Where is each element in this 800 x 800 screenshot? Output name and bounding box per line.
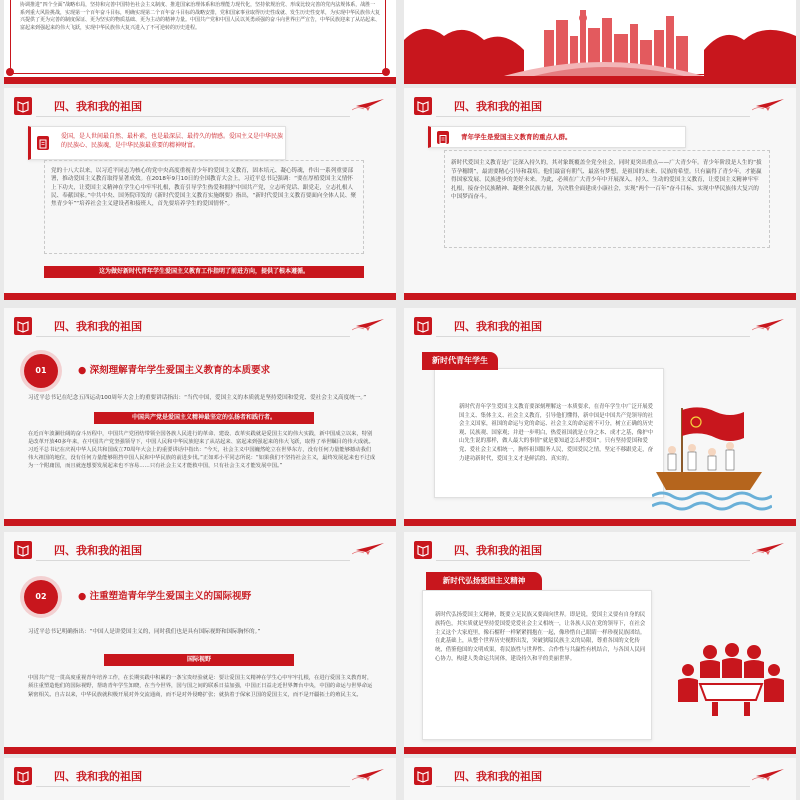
- slide-5-paragraph: 在近百年波澜壮阔的奋斗历程中，中国共产党团结带领全国各族人民进行的革命、建设、改革实践就是爱国主义的伟大实践，新中国成立以来，特别是改革开放40多年来，在中国共产党坚强领导下，中国人民和中华民族迎来了从站起来、富起来到强起来的伟大飞跃，取得了举世瞩目的伟大成就。习近平总书记在庆祝中华人民共和国成立70周年大会上的重要讲话中指出：“今天，社会主义中国巍然屹立在世界东方，没有任何力量能够撼动我们伟大祖国的地位，没有任何力量能够阻挡中国人民和中华民族的前进步伐。”正如邓小平同志所说：“如果我们不坚持社会主义，最终发展起来也不过成为一个附庸国，而且就连想要发展起来也不容易……只有社会主义才能救中国，只有社会主义才能发展中国。”: [28, 431, 376, 470]
- book-icon: [14, 767, 32, 785]
- section-title: 四、我和我的祖国: [454, 544, 542, 557]
- bottom-bar: [404, 519, 796, 526]
- header-line: [436, 560, 750, 561]
- highlight-card: [428, 126, 686, 148]
- bottom-bar: [4, 519, 396, 526]
- slide-10: [404, 758, 796, 800]
- header-line: [436, 786, 750, 787]
- card-label: 新时代青年学生: [422, 352, 498, 370]
- slide-header: [404, 88, 796, 128]
- meeting-people-icon: [676, 642, 786, 718]
- book-icon: [414, 541, 432, 559]
- section-title: 四、我和我的祖国: [54, 544, 142, 557]
- book-icon: [14, 97, 32, 115]
- header-line: [36, 336, 350, 337]
- paper-plane-icon: [752, 766, 788, 782]
- slide-header: [4, 758, 396, 798]
- paper-plane-icon: [352, 316, 388, 332]
- document-icon: [437, 131, 449, 144]
- slide-4: [404, 88, 796, 300]
- slide-8: [404, 532, 796, 754]
- city-skyline-icon: [404, 0, 796, 76]
- bottom-bar: [404, 293, 796, 300]
- slide-6: [404, 308, 796, 526]
- paper-plane-icon: [752, 96, 788, 112]
- party-flag-icon: [652, 398, 772, 520]
- paper-plane-icon: [752, 316, 788, 332]
- highlight-card: [28, 126, 286, 160]
- header-line: [36, 786, 350, 787]
- section-banner: 国际视野: [104, 654, 294, 666]
- highlight-text: 爱国，是人世间最自然、最朴素，也是最深层、最持久的情感。爱国主义是中华民族的民族心、民族魂，是中华民族最重要的精神财富。: [61, 133, 284, 149]
- header-line: [36, 116, 350, 117]
- slide-header: [4, 308, 396, 348]
- section-number: 02: [24, 580, 58, 614]
- corner-dot: [382, 68, 390, 76]
- content-card: [434, 368, 664, 498]
- dashed-box: [444, 150, 770, 248]
- book-icon: [414, 97, 432, 115]
- book-icon: [414, 767, 432, 785]
- quote-text: 习近平总书记明确指出：“中国人是讲爱国主义的，同时我们也是具有国际视野和国际胸怀的。”: [28, 629, 261, 635]
- slide-1-paragraph: 协调推进“四个全面”战略布局，坚持和完善中国特色社会主义制度、推进国家治理体系和治理能力现代化，坚持依规治党、形成比较完善的党内法规体系，战胜一系列重大风险挑战，实现第一个百年奋斗目标，明确实现第二个百年奋斗目标的战略安排，党和国家事业取得历史性成就、发生历史性变革，为实现中华民族伟大复兴提供了更为完善的制度保证、更为坚实的物质基础、更为主动的精神力量。中国共产党和中国人民以英勇顽强的奋斗向世界庄严宣告，中华民族迎来了从站起来、富起来到强起来的伟大飞跃，实现中华民族伟大复兴进入了不可逆转的历史进程。: [20, 2, 381, 31]
- slide-header: [4, 532, 396, 572]
- slide-3: [4, 88, 396, 300]
- paper-plane-icon: [352, 96, 388, 112]
- section-title: 四、我和我的祖国: [54, 320, 142, 333]
- card-label: 新时代弘扬爱国主义精神: [426, 572, 542, 590]
- header-line: [36, 560, 350, 561]
- slide-3-paragraph: 党的十八大以来，以习近平同志为核心的党中央高度重视青少年的爱国主义教育，固本培元、凝心铸魂，作出一系列重要部署，推动爱国主义教育取得显著成效。在2018年9月10日的全国教育大会上，习近平总书记强调：“要在厚植爱国主义情怀上下功夫，让爱国主义精神在学生心中牢牢扎根，教育引导学生热爱和拥护中国共产党，立志听党话、跟党走，立志扎根人民、奉献国家。”中共中央、国务院印发的《新时代爱国主义教育实施纲要》指出，“新时代爱国主义教育要面向全体人民、聚焦青少年”“培养社会主义建设者和接班人，首先要培养学生的爱国情怀”。: [51, 168, 357, 208]
- slide-5: [4, 308, 396, 526]
- book-icon: [14, 541, 32, 559]
- conclusion-banner: 中国共产党是爱国主义精神最坚定的弘扬者和践行者。: [94, 412, 314, 424]
- section-title: 四、我和我的祖国: [454, 770, 542, 783]
- sub-heading-text: 深刻理解青年学生爱国主义教育的本质要求: [89, 365, 271, 376]
- sub-heading: [78, 362, 270, 376]
- slide-7: [4, 532, 396, 754]
- bottom-bar: [404, 747, 796, 754]
- section-title: 四、我和我的祖国: [54, 100, 142, 113]
- slide-header: [404, 532, 796, 572]
- bottom-bar: [4, 747, 396, 754]
- conclusion-banner: 这为做好新时代青年学生爱国主义教育工作指明了前进方向，提供了根本遵循。: [44, 266, 364, 278]
- content-card: [422, 590, 652, 740]
- header-line: [436, 336, 750, 337]
- slide-8-paragraph: 新时代弘扬爱国主义精神，既要立足民族又要面向世界。即是说，爱国主义要有自身的民族特色，其实质就是坚持爱国爱党爱社会主义相统一，让各族人民在党的领导下，在社会主义这个大家庭里，像石榴籽一样紧紧拥抱在一起，像珍惜自己眼睛一样珍视民族团结。在此基础上，从整个世界历史视野出发，突破狭隘民族主义的局限，尊重各国的文化传统，借鉴他国的文明成果，将民族性与世界性、合作性与共赢性有机结合，与各国人民同心协力，构建人类命运共同体，建设持久和平的美丽世界。: [435, 612, 646, 662]
- book-icon: [14, 317, 32, 335]
- sub-heading: [78, 588, 251, 602]
- section-title: 四、我和我的祖国: [454, 320, 542, 333]
- slide-7-paragraph: 中国共产党一贯高度重视青年培养工作，在长期实践中积累的一条宝贵经验就是：要让爱国主义精神在学生心中牢牢扎根，在进行爱国主义教育时，须注重塑造他们的国际视野，帮助青年学生知晓，在当今世界，国与国之间的联系日益加强，中国正日益走近世界舞台中央，中国的命运与世界命运紧密相关。自古以来，中华民族就积极开展对外交流通商，而不是对外侵略扩张；就执着于保家卫国的爱国主义，而不是开疆拓土的殖民主义。: [28, 675, 373, 698]
- bottom-bar: [404, 76, 796, 84]
- highlight-text: 青年学生是爱国主义教育的重点人群。: [461, 133, 572, 141]
- quote-text: 习近平总书记在纪念五四运动100周年大会上的重要讲话指出：“当代中国，爱国主义的本质就是坚持爱国和爱党、爱社会主义高度统一。”: [28, 395, 367, 401]
- slide-9: [4, 758, 396, 800]
- slide-2: [404, 0, 796, 84]
- dashed-box: [44, 160, 364, 254]
- bottom-bar: [4, 293, 396, 300]
- section-title: 四、我和我的祖国: [454, 100, 542, 113]
- paper-plane-icon: [752, 540, 788, 556]
- slide-header: [404, 308, 796, 348]
- section-title: 四、我和我的祖国: [54, 770, 142, 783]
- paper-plane-icon: [352, 540, 388, 556]
- bullet-dot: ●: [78, 591, 87, 602]
- book-icon: [414, 317, 432, 335]
- slide-header: [404, 758, 796, 798]
- paper-plane-icon: [352, 766, 388, 782]
- document-icon: [37, 136, 49, 150]
- section-number: 01: [24, 354, 58, 388]
- slide-1: [4, 0, 396, 84]
- slide-header: [4, 88, 396, 128]
- sub-heading-text: 注重塑造青年学生爱国主义的国际视野: [89, 591, 252, 602]
- slide-4-paragraph: 新时代爱国主义教育是广泛深入持久的，其对象既覆盖全党全社会，同时更突出重点——广大青少年。青少年阶段是人生的“拔节孕穗期”，最需要精心引导和栽培。他们最富有朝气、最富有梦想，是祖国的未来、民族的希望。只有赢得了青少年，才能赢得国家发展、民族进步的美好未来。为此，必须在广大青少年中开展深入、持久、生动的爱国主义教育，让爱国主义精神牢牢扎根，接奋全民族精神、凝聚全民族力量，为决胜全面建成小康社会，实现“两个一百年”奋斗目标、实现中华民族伟大复兴的中国梦而奋斗。: [451, 160, 762, 201]
- bottom-bar: [4, 77, 396, 84]
- bullet-dot: ●: [78, 365, 87, 376]
- slide-6-paragraph: 新时代青年学生爱国主义教育要深刻理解这一本质要求，在青年学生中广泛开展爱国主义、集体主义、社会主义教育，引导他们懂得，新中国是中国共产党领导的社会主义国家，祖国的命运与党的命运、社会主义的命运密不可分，树立正确的历史观、民族观、国家观；并进一步明白，热爱祖国就是立身之本、成才之基，像护中山先生说的那样，做人最大的事情“就是要知道怎么样爱国”。只有坚持爱国和爱党、爱社会主义相统一，胸怀祖国服务人民，爱国爱民之情，坚定不移跟党走，奋力建功新时代，爱国主义才是鲜活的、真实的。: [459, 404, 654, 462]
- header-line: [436, 116, 750, 117]
- corner-dot: [6, 68, 14, 76]
